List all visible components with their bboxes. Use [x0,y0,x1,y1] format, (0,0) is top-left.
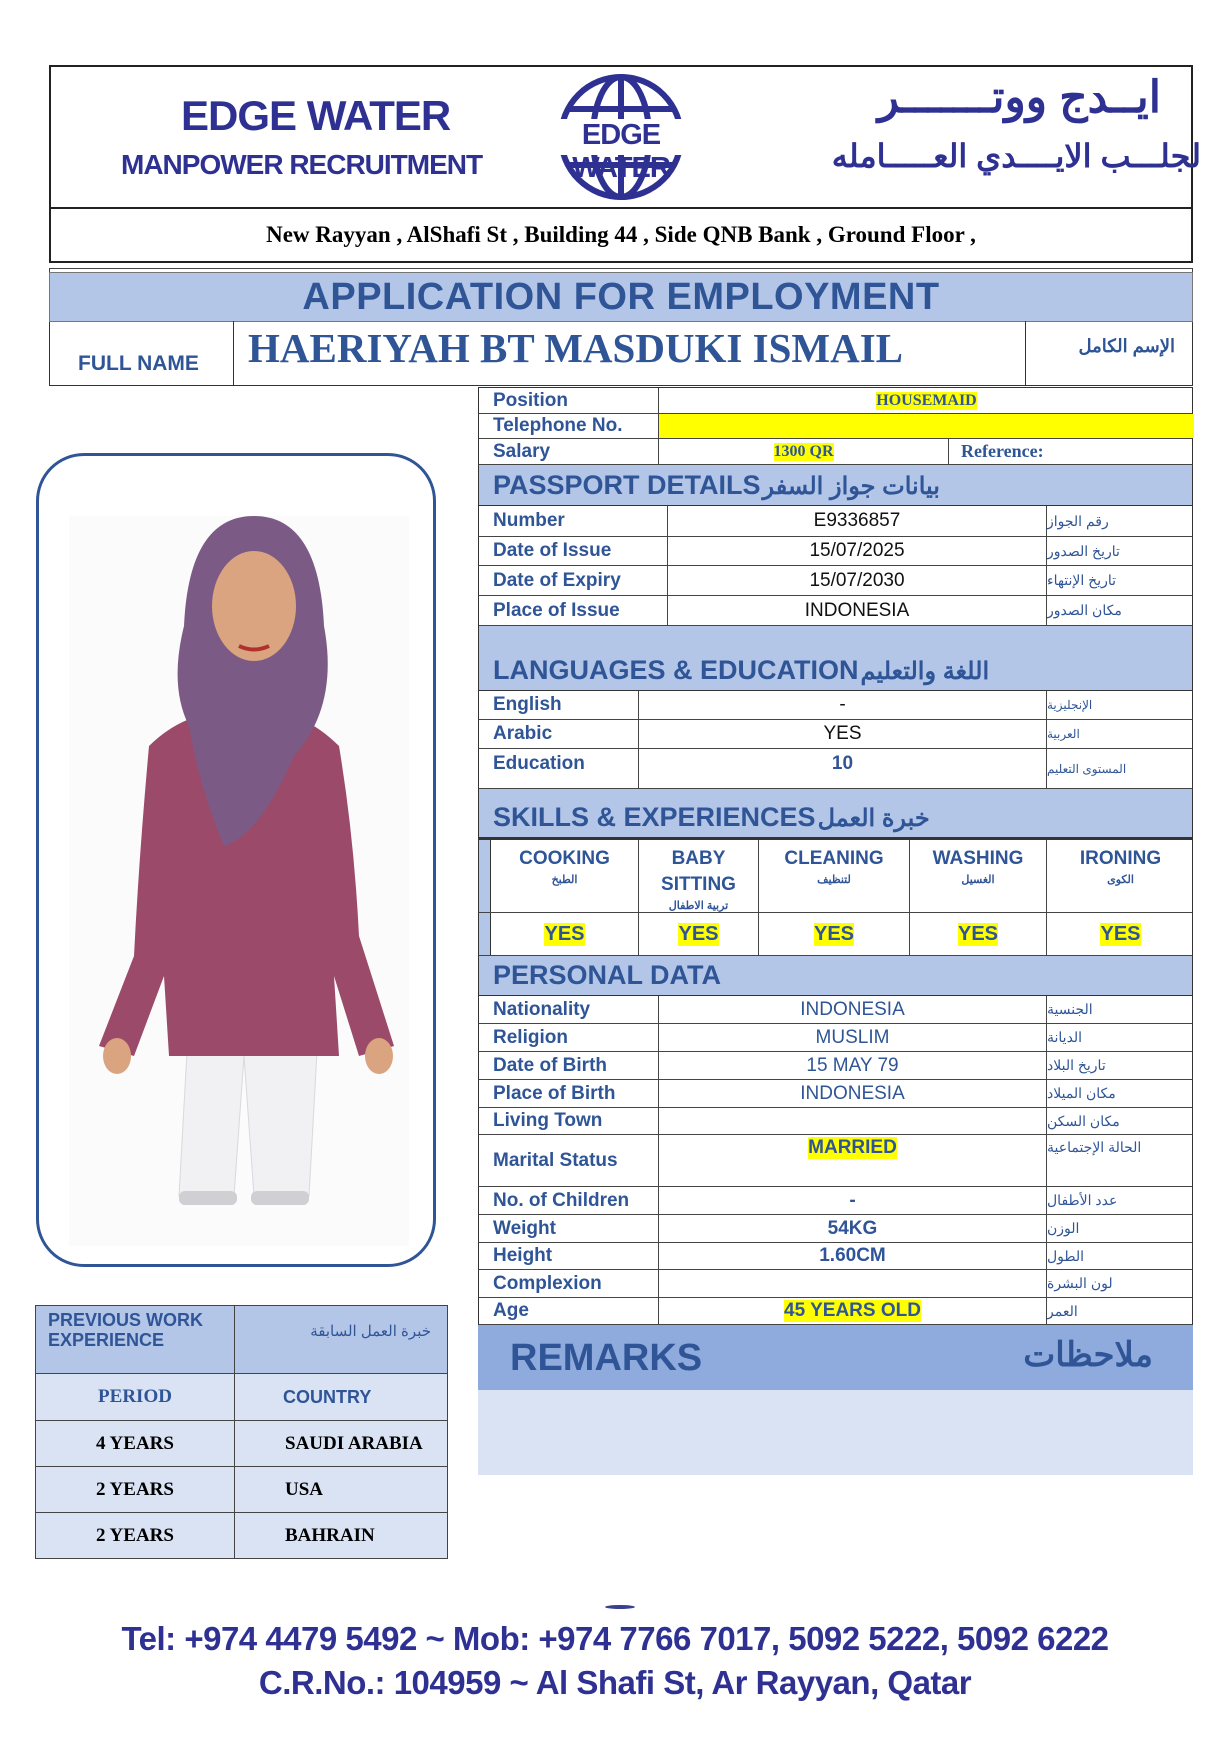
skill-label: BABY SITTING [661,848,736,895]
full-name-value: HAERIYAH BT MASDUKI ISMAIL [248,325,903,371]
personal-label-text: Place of Birth [493,1082,616,1104]
divider [479,913,491,955]
personal-value [658,1270,1046,1297]
footer-contact: Tel: +974 4479 5492 ~ Mob: +974 7766 7017, 5092 5222, 5092 6222 [121,1620,1109,1657]
full-name-label-arabic: الإسم الكامل [1078,336,1175,356]
period-value: 2 YEARS [96,1524,174,1546]
skill-header-cleaning [758,840,909,912]
skill-value [491,913,638,955]
personal-value-text: INDONESIA [800,1082,905,1104]
personal-row [478,1052,1193,1080]
languages-section-header-title: LANGUAGES & EDUCATION [493,655,859,685]
previous-work-row [36,1467,448,1513]
personal-label-arabic-text: الطول [1047,1247,1085,1264]
skill-label: COOKING [519,848,610,869]
reference-label-text: Reference: [961,441,1044,461]
telephone-value [658,414,1194,438]
passport-value-text: E9336857 [813,510,901,531]
language-row [478,691,1193,720]
personal-section-header-title: PERSONAL DATA [493,960,722,990]
personal-row [478,1243,1193,1270]
personal-label-arabic [1046,1052,1194,1079]
passport-value-text: INDONESIA [804,599,910,621]
full-name-row [49,322,1193,386]
skill-label: CLEANING [784,848,884,869]
passport-section-header [478,465,1193,506]
languages-section-header-title-arabic: اللغة والتعليم [860,658,990,685]
personal-row [478,1024,1193,1052]
globe-logo-icon [541,71,701,203]
country-value: USA [285,1478,324,1500]
language-label-arabic [1046,749,1194,788]
personal-label-arabic-text: العمر [1047,1302,1078,1319]
personal-value [658,1135,1046,1186]
passport-section-header-title-arabic: بيانات جواز السفر [762,473,940,500]
skill-header-baby-sitting [638,840,758,912]
skill-value-text: YES [678,922,719,945]
personal-label-text: Living Town [493,1110,603,1131]
language-label [479,749,638,788]
skill-value-text: YES [813,922,855,945]
passport-label-arabic [1046,537,1194,565]
passport-row [478,566,1193,596]
personal-row [478,996,1193,1024]
passport-value-text: 15/07/2030 [809,569,905,591]
passport-row [478,537,1193,566]
personal-value-text: 54KG [827,1217,878,1239]
passport-label [479,566,667,595]
personal-row [478,1215,1193,1243]
personal-label [479,1270,658,1297]
skill-label: WASHING [932,848,1024,869]
personal-row [478,1108,1193,1135]
previous-work-title-arabic: خبرة العمل السابقة [310,1323,431,1340]
passport-value [667,566,1046,595]
country-header-cell [235,1374,448,1421]
personal-label-text: Date of Birth [493,1054,607,1076]
personal-label-text: Weight [493,1217,556,1239]
personal-row [478,1135,1193,1187]
personal-label [479,1108,658,1134]
previous-work-title: PREVIOUS WORK EXPERIENCE [48,1310,204,1350]
language-value [638,691,1046,719]
language-label [479,720,638,748]
personal-value [658,1108,1046,1134]
personal-value-text: 1.60CM [819,1245,886,1266]
divider [1025,321,1026,385]
skill-value [638,913,758,955]
remarks-header [478,1325,1193,1390]
language-label-arabic [1046,720,1194,748]
passport-value-text: 15/07/2025 [809,540,905,561]
brand-name: EDGE WATER [181,92,451,139]
personal-label-text: Nationality [493,998,591,1020]
logo-text: EDGE WATER [572,119,670,184]
job-row [478,414,1193,439]
page-title: APPLICATION FOR EMPLOYMENT [49,272,1193,322]
personal-label [479,1298,658,1324]
personal-label-arabic [1046,1187,1194,1214]
reference-label [948,439,1194,464]
language-label-arabic-text: المستوى التعليم [1047,761,1127,776]
personal-value [658,1243,1046,1269]
skill-value-text: YES [544,922,585,945]
previous-work-title-cell [36,1306,235,1374]
country-cell [235,1513,448,1559]
personal-value-text: MUSLIM [815,1026,890,1048]
skill-value [909,913,1046,955]
personal-row [478,1080,1193,1108]
letterhead [49,65,1201,209]
personal-row [478,1187,1193,1215]
language-label-arabic-text: الإنجليزية [1047,698,1093,712]
period-cell [36,1513,235,1559]
passport-label-arabic [1046,596,1194,625]
personal-value-text: 15 MAY 79 [806,1054,899,1076]
skills-header-row [478,838,1193,913]
job-label [479,439,658,464]
personal-label-arabic [1046,1270,1194,1297]
passport-label [479,537,667,565]
personal-value-text: 45 YEARS OLD [784,1300,921,1321]
applicant-photo [36,453,436,1267]
personal-label [479,1024,658,1051]
passport-label-arabic [1046,566,1194,595]
footer-mark [605,1605,635,1609]
company-address [49,209,1193,263]
previous-work-row [36,1421,448,1467]
personal-row [478,1298,1193,1325]
personal-value [658,1187,1046,1214]
personal-label [479,1243,658,1269]
passport-label-arabic-text: رقم الجواز [1047,512,1109,529]
divider [233,321,234,385]
job-label [479,388,658,413]
personal-label-arabic-text: مكان الميلاد [1047,1085,1116,1101]
language-value-text: 10 [831,753,854,774]
job-row [478,439,1193,465]
skill-label-arabic: الكوى [1107,874,1134,886]
language-label-arabic-text: العربية [1047,727,1080,741]
language-value-text: - [839,694,846,715]
skill-label-arabic: لتنظيف [817,874,851,886]
passport-value [667,506,1046,536]
personal-label-arabic-text: الجنسية [1047,1001,1093,1017]
passport-value [667,537,1046,565]
personal-value [658,1052,1046,1079]
passport-label-arabic-text: تاريخ الصدور [1047,542,1120,559]
personal-label-arabic [1046,996,1194,1023]
language-row [478,749,1193,789]
period-value: 4 YEARS [96,1432,174,1454]
period-value: 2 YEARS [96,1478,174,1500]
personal-value-text: - [849,1189,856,1211]
personal-value [658,1024,1046,1051]
personal-label-text: Complexion [493,1272,602,1294]
personal-label-arabic-text: الحالة الإجتماعية [1047,1139,1142,1155]
job-label-text: Salary [493,440,551,462]
skill-label-arabic: تربية الاطفال [668,900,729,912]
skill-label-arabic: الغسيل [961,874,995,886]
personal-label [479,996,658,1023]
personal-label [479,1052,658,1079]
language-value [638,720,1046,748]
personal-label-text: No. of Children [493,1189,630,1211]
passport-label-text: Date of Issue [493,540,612,561]
skills-section-header [478,789,1193,838]
language-label-text: Education [493,753,585,774]
skill-label: IRONING [1079,848,1162,869]
language-row [478,720,1193,749]
skill-value-text: YES [1100,922,1141,945]
passport-row [478,506,1193,537]
personal-label [479,1135,658,1186]
personal-label-arabic [1046,1080,1194,1107]
personal-label-arabic [1046,1215,1194,1242]
period-cell [36,1467,235,1513]
skill-header-ironing [1046,840,1194,912]
language-value-text: YES [823,723,862,744]
passport-label-arabic-text: تاريخ الإنتهاء [1047,572,1117,588]
personal-label-arabic [1046,1108,1194,1134]
skill-label-arabic: الطبخ [551,874,578,886]
skill-value [1046,913,1194,955]
personal-value-text: MARRIED [808,1137,897,1158]
personal-label-text: Age [493,1300,529,1321]
personal-label-text: Height [493,1245,553,1266]
passport-label-text: Date of Expiry [493,569,621,591]
personal-label-arabic [1046,1298,1194,1324]
position-value-text: HOUSEMAID [876,391,977,409]
personal-value [658,1215,1046,1242]
salary-value-text: 1300 QR [773,442,834,460]
person-photo-illustration [39,456,433,1264]
address-text: New Rayyan , AlShafi St , Building 44 , Side QNB Bank , Ground Floor , [266,222,976,247]
personal-label-arabic-text: تاريخ البلاد [1047,1057,1106,1073]
full-name-label: FULL NAME [78,352,199,375]
personal-value [658,996,1046,1023]
footer-registration: C.R.No.: 104959 ~ Al Shafi St, Ar Rayyan, Qatar [258,1664,972,1701]
passport-label-text: Place of Issue [493,599,620,621]
passport-row [478,596,1193,626]
passport-label [479,506,667,536]
passport-label-arabic [1046,506,1194,536]
personal-label [479,1080,658,1107]
remarks-title: REMARKS [510,1337,703,1379]
skills-section-header-title: SKILLS & EXPERIENCES [493,802,816,832]
brand-subtitle-arabic: لجلـــب الايــــدي العـــــامله [831,138,1201,174]
language-label-arabic [1046,691,1194,719]
language-label-text: Arabic [493,723,553,744]
divider [479,840,491,912]
passport-label-arabic-text: مكان الصدور [1047,602,1122,618]
job-label-text: Telephone No. [493,415,623,436]
skill-value-text: YES [957,922,999,945]
personal-label-arabic-text: عدد الأطفال [1047,1192,1118,1208]
languages-section-header [478,626,1193,691]
skills-section-header-title-arabic: خبرة العمل [817,805,930,832]
personal-label-arabic [1046,1135,1194,1186]
country-value: SAUDI ARABIA [285,1432,423,1454]
personal-label-arabic-text: الديانة [1047,1029,1083,1045]
passport-section-header-title: PASSPORT DETAILS [493,470,761,500]
personal-label-arabic-text: لون البشرة [1047,1275,1113,1291]
personal-value-text: INDONESIA [800,998,905,1020]
personal-label [479,1187,658,1214]
job-label [479,414,658,438]
brand-name-arabic: ايــدج ووتـــــــر [877,73,1161,122]
personal-label-arabic [1046,1024,1194,1051]
skill-header-washing [909,840,1046,912]
personal-row [478,1270,1193,1298]
period-header: PERIOD [98,1386,172,1407]
language-label-text: English [493,694,562,715]
period-cell [36,1421,235,1467]
language-label [479,691,638,719]
brand-subtitle: MANPOWER RECRUITMENT [121,149,483,180]
country-cell [235,1421,448,1467]
personal-value [658,1080,1046,1107]
position-value [658,388,1194,413]
skill-value [758,913,909,955]
remarks-body [478,1390,1193,1475]
country-cell [235,1467,448,1513]
personal-label-text: Religion [493,1026,568,1048]
previous-work-table [35,1305,448,1559]
period-header-cell [36,1374,235,1421]
personal-label-arabic [1046,1243,1194,1269]
passport-value [667,596,1046,625]
remarks-title-arabic: ملاحظات [1023,1336,1153,1374]
job-row [478,388,1193,414]
job-label-text: Position [493,389,568,411]
personal-label-arabic-text: مكان السكن [1047,1112,1120,1129]
personal-label-text: Marital Status [493,1149,618,1171]
country-header: COUNTRY [283,1386,372,1407]
personal-value [658,1298,1046,1324]
passport-label [479,596,667,625]
language-value [638,749,1046,788]
personal-label-arabic-text: الوزن [1047,1220,1080,1236]
personal-label [479,1215,658,1242]
salary-value [658,439,948,464]
previous-work-title-arabic-cell [235,1306,448,1374]
passport-label-text: Number [493,510,565,531]
country-value: BAHRAIN [285,1524,375,1546]
previous-work-row [36,1513,448,1559]
personal-section-header [478,956,1193,996]
skills-value-row [478,913,1193,956]
skill-header-cooking [491,840,638,912]
